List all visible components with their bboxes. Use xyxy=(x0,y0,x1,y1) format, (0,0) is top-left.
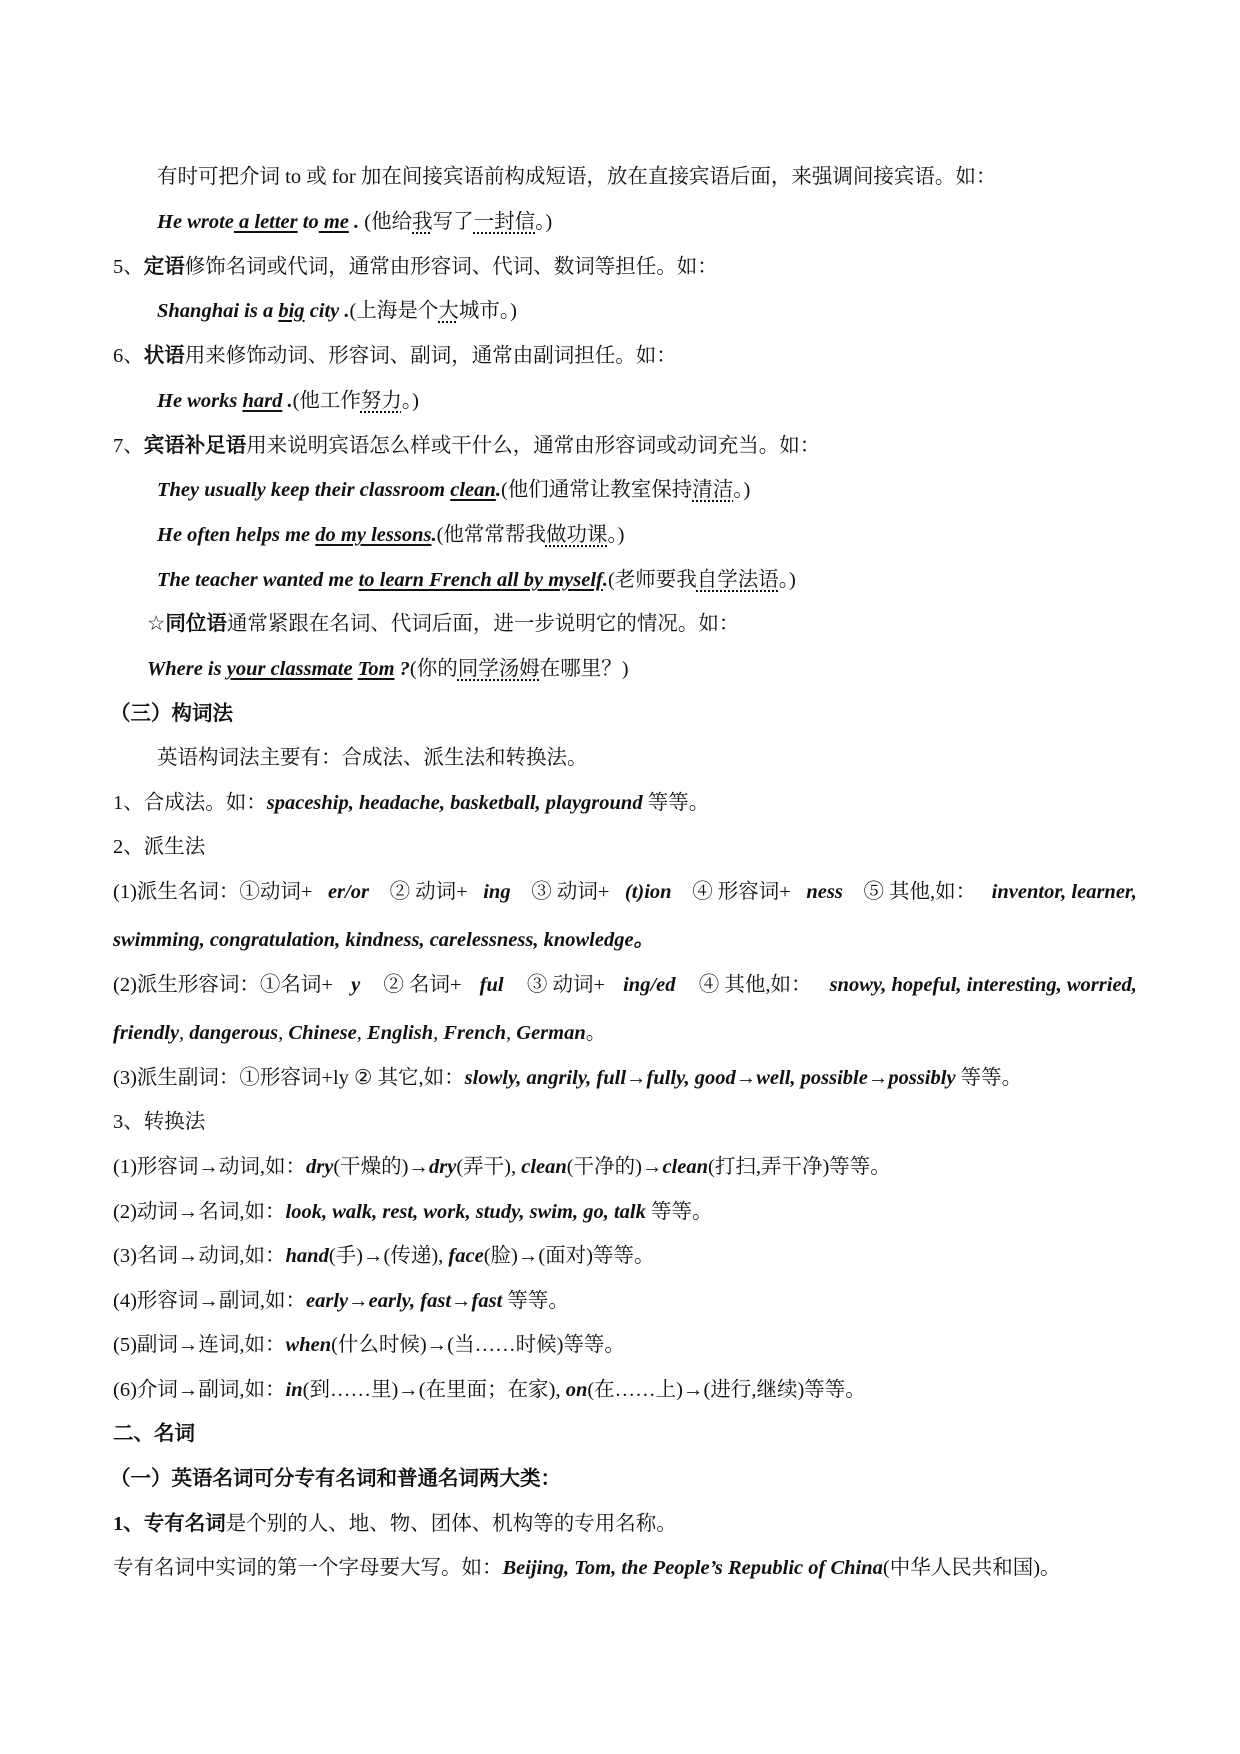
example-en: He wrote xyxy=(157,211,234,233)
separator: , xyxy=(506,1022,517,1044)
paragraph-text: (4)形容词→副词,如： xyxy=(113,1290,307,1312)
paragraph-text: 等等。 xyxy=(502,1290,569,1312)
example-cn: 。) xyxy=(535,211,553,233)
text-line xyxy=(113,1286,569,1316)
example-en: They usually keep their classroom xyxy=(157,479,451,501)
paragraph-text: 用来修饰动词、形容词、副词，通常由副词担任。如： xyxy=(184,345,677,367)
example-words: Chinese xyxy=(288,1022,357,1044)
example-word: hand xyxy=(285,1245,329,1267)
text-line xyxy=(113,925,654,955)
example-cn: 在哪里？) xyxy=(539,658,629,680)
example-sentence xyxy=(157,386,419,416)
underlined-phrase: Tom xyxy=(357,658,395,680)
example-sentence xyxy=(157,296,517,326)
item-heading xyxy=(147,609,739,639)
text-line xyxy=(157,162,996,192)
paragraph-text: ③ 动词+ xyxy=(521,974,606,996)
underlined-phrase: a letter xyxy=(233,211,298,233)
paragraph-text: (干净的)→ xyxy=(566,1156,663,1178)
underlined-phrase: hard xyxy=(242,390,283,412)
text-line xyxy=(113,1152,891,1182)
paragraph-text: (中华人民共和国)。 xyxy=(882,1557,1061,1579)
heading-text: （一）英语名词可分专有名词和普通名词两大类： xyxy=(110,1468,561,1490)
paragraph-text: ③ 动词+ xyxy=(526,881,610,903)
text-line xyxy=(113,1107,205,1137)
example-word: when xyxy=(285,1334,332,1356)
paragraph-text: (6)介词→副词,如： xyxy=(113,1379,286,1401)
dotted-underline: 大 xyxy=(438,300,459,322)
example-words: swimming, congratulation, kindness, carelessness, knowledge。 xyxy=(113,929,655,951)
example-sentence xyxy=(157,475,750,505)
example-en: city xyxy=(304,300,340,322)
item-heading xyxy=(113,252,718,282)
example-word: dry xyxy=(306,1156,334,1178)
dotted-underline: 一封信 xyxy=(473,211,536,233)
example-en: The teacher wanted me xyxy=(157,569,359,591)
paragraph-text: 等等。 xyxy=(955,1067,1023,1089)
example-word: dry xyxy=(429,1156,457,1178)
text-line xyxy=(113,1018,606,1048)
paragraph-text: 等等。 xyxy=(642,792,710,814)
dotted-underline: 努力 xyxy=(360,390,402,412)
text-line xyxy=(113,1241,655,1271)
example-word: in xyxy=(285,1379,303,1401)
item-number: 7、 xyxy=(113,435,144,457)
example-en: . xyxy=(431,524,437,546)
paragraph-text: ② 名词+ xyxy=(378,974,462,996)
paragraph-text: ④ 其他,如： xyxy=(693,974,812,996)
example-en: Where is xyxy=(147,658,227,680)
paragraph-text: (手)→(传递), xyxy=(328,1245,449,1267)
paragraph-text: 2、派生法 xyxy=(113,836,206,858)
paragraph-text: 修饰名词或代词，通常由形容词、代词、数词等担任。如： xyxy=(184,256,718,278)
example-en: Shanghai is a xyxy=(157,300,279,322)
paragraph-text: 是个别的人、地、物、团体、机构等的专用名称。 xyxy=(225,1513,677,1535)
suffix: ful xyxy=(479,974,504,996)
text-line-justified xyxy=(113,877,1137,907)
example-words: early→early, fast→fast xyxy=(306,1290,503,1312)
example-cn: 。) xyxy=(733,479,751,501)
example-sentence xyxy=(147,654,629,684)
separator: , xyxy=(278,1022,289,1044)
example-en: to xyxy=(297,211,319,233)
text-line xyxy=(113,788,709,818)
term: 状语 xyxy=(143,345,185,367)
example-words: inventor, learner, xyxy=(991,881,1137,903)
paragraph-text: ④ 形容词+ xyxy=(687,881,791,903)
example-en: . xyxy=(339,300,350,322)
example-sentence xyxy=(157,520,625,550)
text-line xyxy=(113,1063,1022,1093)
example-words: dangerous xyxy=(189,1022,279,1044)
paragraph-text: (弄干), xyxy=(456,1156,522,1178)
example-words: German xyxy=(516,1022,586,1044)
paragraph-text: ⑤ 其他,如： xyxy=(858,881,977,903)
example-cn: (上海是个 xyxy=(349,300,439,322)
paragraph-text: 用来说明宾语怎么样或干什么，通常由形容词或动词充当。如： xyxy=(246,435,821,457)
example-en: . xyxy=(602,569,608,591)
paragraph-text: 3、转换法 xyxy=(113,1111,206,1133)
text-line xyxy=(157,743,588,773)
suffix: er/or xyxy=(327,881,369,903)
text-line xyxy=(113,1197,712,1227)
example-sentence xyxy=(157,565,796,595)
example-en: He works xyxy=(157,390,243,412)
paragraph-text: (3)名词→动词,如： xyxy=(113,1245,286,1267)
suffix: ing/ed xyxy=(623,974,676,996)
term: 1、专有名词 xyxy=(113,1513,226,1535)
text-line-justified xyxy=(113,970,1137,1000)
separator: 。 xyxy=(585,1022,607,1044)
dotted-underline: 我 xyxy=(412,211,433,233)
section-heading xyxy=(113,1419,195,1449)
dotted-underline: 自学法语 xyxy=(696,569,779,591)
example-words: look, walk, rest, work, study, swim, go, talk xyxy=(285,1201,646,1223)
example-cn: 写了 xyxy=(432,211,474,233)
example-words: Beijing, Tom, the People’s Republic of China xyxy=(502,1557,883,1579)
separator: , xyxy=(356,1022,368,1044)
paragraph-text: 专有名词中实词的第一个字母要大写。如： xyxy=(113,1557,503,1579)
suffix: ing xyxy=(483,881,511,903)
section-heading xyxy=(110,699,233,729)
underlined-phrase: me xyxy=(318,211,349,233)
example-word: face xyxy=(448,1245,484,1267)
example-cn: (他们通常让教室保持 xyxy=(500,479,693,501)
dotted-underline: 做功课 xyxy=(545,524,608,546)
example-cn: 。) xyxy=(778,569,796,591)
example-word: clean xyxy=(662,1156,708,1178)
example-cn: (他工作 xyxy=(292,390,361,412)
item-number: 5、 xyxy=(113,256,144,278)
example-en: . xyxy=(282,390,293,412)
heading-text: 二、名词 xyxy=(113,1423,195,1445)
item-heading xyxy=(113,431,820,461)
star-icon: ☆ xyxy=(147,613,166,635)
paragraph-text: (2)派生形容词：①名词+ xyxy=(113,974,333,996)
example-word: clean xyxy=(521,1156,567,1178)
paragraph-text: (在……上)→(进行,继续)等等。 xyxy=(587,1379,866,1401)
example-words: spaceship, headache, basketball, playground xyxy=(266,792,643,814)
underlined-phrase: big xyxy=(278,300,305,322)
text-line xyxy=(113,1509,677,1539)
example-cn: 。) xyxy=(401,390,419,412)
example-cn: (他常常帮我 xyxy=(436,524,546,546)
suffix: (t)ion xyxy=(624,881,672,903)
paragraph-text: (到……里)→(在里面；在家), xyxy=(302,1379,566,1401)
paragraph-text: (打扫,弄干净)等等。 xyxy=(708,1156,891,1178)
example-cn: (他给 xyxy=(359,211,413,233)
paragraph-text: 等等。 xyxy=(645,1201,713,1223)
example-words: English xyxy=(367,1022,434,1044)
paragraph-text: 1、合成法。如： xyxy=(113,792,267,814)
example-en: He often helps me xyxy=(157,524,316,546)
paragraph-text: (2)动词→名词,如： xyxy=(113,1201,286,1223)
separator: , xyxy=(433,1022,444,1044)
underlined-phrase: your classmate xyxy=(226,658,353,680)
paragraph-text: 通常紧跟在名词、代词后面，进一步说明它的情况。如： xyxy=(226,613,740,635)
term: 定语 xyxy=(143,256,185,278)
underlined-phrase: clean xyxy=(450,479,496,501)
text-line xyxy=(113,1375,866,1405)
paragraph-text: (脸)→(面对)等等。 xyxy=(483,1245,655,1267)
item-number: 6、 xyxy=(113,345,144,367)
item-heading xyxy=(113,341,677,371)
paragraph-text: (什么时候)→(当……时候)等等。 xyxy=(331,1334,625,1356)
paragraph-text: (干燥的)→ xyxy=(333,1156,430,1178)
underlined-phrase: to learn French all by myself xyxy=(358,569,603,591)
example-en: . xyxy=(348,211,360,233)
example-sentence xyxy=(157,207,552,237)
example-words: French xyxy=(443,1022,507,1044)
section-heading xyxy=(110,1464,561,1494)
paragraph-text: (5)副词→连词,如： xyxy=(113,1334,286,1356)
paragraph-text: 英语构词法主要有：合成法、派生法和转换法。 xyxy=(157,747,588,769)
example-word: on xyxy=(565,1379,588,1401)
paragraph-text: (1)形容词→动词,如： xyxy=(113,1156,307,1178)
separator: , xyxy=(179,1022,190,1044)
paragraph-text: ② 动词+ xyxy=(384,881,468,903)
example-cn: (老师要我 xyxy=(607,569,697,591)
paragraph-text: (3)派生副词：①形容词+ly ② 其它,如： xyxy=(113,1067,465,1089)
example-en: ? xyxy=(394,658,410,680)
example-cn: 。) xyxy=(607,524,625,546)
example-en: . xyxy=(495,479,501,501)
heading-text: （三）构词法 xyxy=(110,703,233,725)
dotted-underline: 清洁 xyxy=(692,479,734,501)
example-words: friendly xyxy=(113,1022,180,1044)
underlined-phrase: do my lessons xyxy=(315,524,432,546)
suffix: y xyxy=(351,974,361,996)
term: 同位语 xyxy=(165,613,227,635)
example-cn: (你的 xyxy=(409,658,458,680)
example-words: slowly, angrily, full→fully, good→well, possible→possibly xyxy=(464,1067,956,1089)
text-line xyxy=(113,1330,625,1360)
suffix: ness xyxy=(806,881,843,903)
text-line xyxy=(113,832,205,862)
text-line xyxy=(113,1553,1061,1583)
paragraph-text: (1)派生名词：①动词+ xyxy=(113,881,313,903)
example-cn: 城市。) xyxy=(458,300,517,322)
dotted-underline: 同学汤姆 xyxy=(457,658,540,680)
paragraph-text: 有时可把介词 to 或 for 加在间接宾语前构成短语，放在直接宾语后面，来强调间接宾语。如： xyxy=(157,166,997,188)
example-words: snowy, hopeful, interesting, worried, xyxy=(829,974,1137,996)
term: 宾语补足语 xyxy=(143,435,247,457)
